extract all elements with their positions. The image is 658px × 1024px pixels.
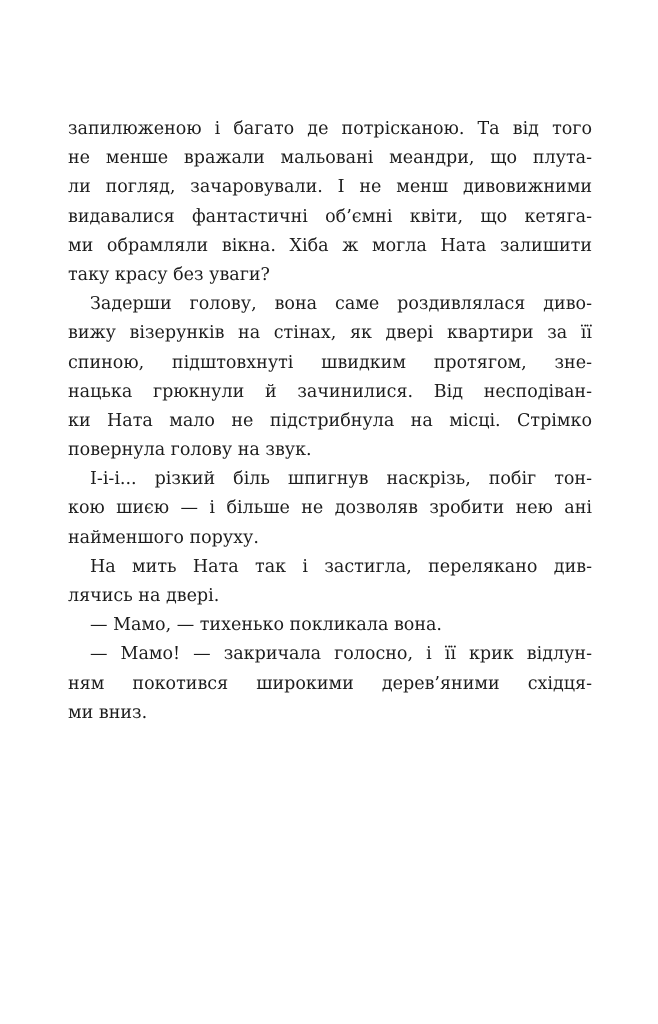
- text-line: спиною, підштовхнуті швидким протягом, зне-: [68, 352, 592, 373]
- text-line: таку красу без уваги?: [68, 264, 270, 285]
- text-line: не менше вражали мальовані меандри, що плута-: [68, 148, 592, 169]
- paragraph-5: [68, 611, 592, 640]
- text-line: нацька грюкнули й зачинилися. Від несподіван-: [68, 381, 592, 402]
- text-line: — Мамо! — закричала голосно, і її крик відлун-: [90, 644, 592, 665]
- text-line: ки Ната мало не підстрибнула на місці. Стрімко: [68, 410, 592, 431]
- text-line: повернула голову на звук.: [68, 440, 312, 461]
- paragraph-1: [68, 115, 592, 290]
- text-line: — Мамо, — тихенько покликала вона.: [90, 615, 442, 636]
- text-line: видавалися фантастичні об’ємні квіти, що кетяга-: [68, 206, 592, 227]
- text-line: І-і-і... різкий біль шпигнув наскрізь, побіг тон-: [90, 469, 592, 490]
- paragraph-3: [68, 465, 592, 553]
- text-line: лячись на двері.: [68, 586, 220, 606]
- text-line: На мить Ната так і застигла, перелякано див-: [90, 556, 592, 577]
- text-line: Задерши голову, вона саме роздивлялася диво-: [90, 294, 592, 315]
- text-line: ми вниз.: [68, 702, 148, 723]
- text-line: ми обрамляли вікна. Хіба ж могла Ната залишити: [68, 235, 592, 256]
- paragraph-6: [68, 640, 592, 728]
- paragraph-4: [68, 553, 592, 611]
- text-line: вижу візерунків на стінах, як двері квартири за її: [68, 323, 592, 344]
- text-line: кою шиєю — і більше не дозволяв зробити нею ані: [68, 498, 592, 519]
- text-line: запилюженою і багато де потрісканою. Та від того: [68, 119, 592, 139]
- text-line: найменшого поруху.: [68, 527, 259, 548]
- text-line: ли погляд, зачаровували. І не менш дивовижними: [68, 177, 592, 198]
- body-text: [68, 115, 592, 728]
- text-line: ням покотився широкими дерев’яними східця-: [68, 673, 592, 694]
- paragraph-2: [68, 290, 592, 465]
